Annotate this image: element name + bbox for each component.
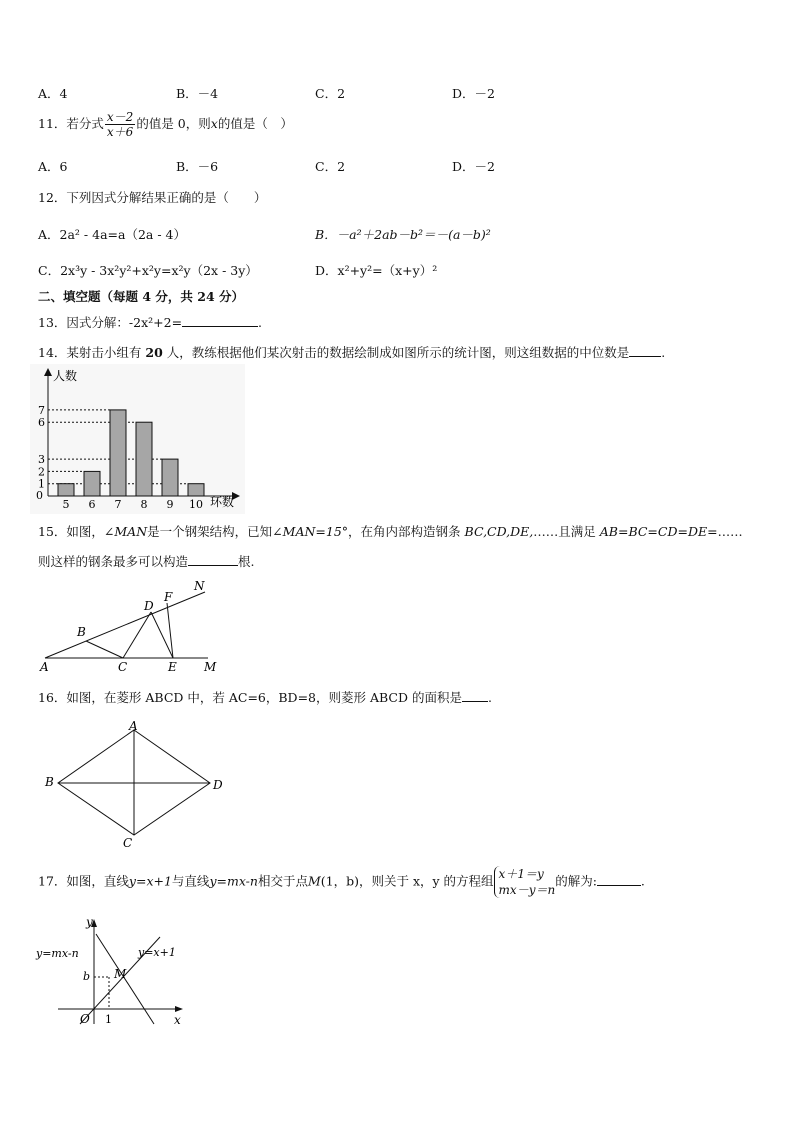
x-tick-label: 10 <box>189 498 203 511</box>
bar-cd <box>123 612 151 658</box>
bar-5 <box>58 484 74 496</box>
q11-option-a: A．6 <box>38 159 68 174</box>
q17-answer-blank <box>597 873 641 886</box>
q11-option-b: B．－6 <box>176 159 219 174</box>
q10-option-d: D．－2 <box>452 86 495 101</box>
q14-stem: 14．某射击小组有 20 人，教练根据他们某次射击的数据绘制成如图所示的统计图，则这组数据的中位数是 . <box>38 345 666 360</box>
line-label-mx: y=mx-n <box>36 947 79 960</box>
bar-bc <box>86 641 123 658</box>
bar-7 <box>110 410 126 496</box>
q16-answer-blank <box>462 689 488 702</box>
label-b: B <box>77 625 86 639</box>
ray-an <box>45 592 205 658</box>
y-tick-label: 7 <box>38 403 45 417</box>
q12-stem: 12．下列因式分解结果正确的是（ ） <box>38 190 267 205</box>
y-tick-label: 2 <box>38 465 45 479</box>
y-tick-label: 3 <box>38 453 45 467</box>
q11-stem: 11．若分式 $\frac{x-2}{x+6}$ 的值是 0，则x的值是（ ） <box>38 110 293 139</box>
bar-9 <box>162 459 178 496</box>
label-b: B <box>45 775 54 789</box>
q12-option-a: A．2a² - 4a=a（2a - 4） <box>38 227 186 242</box>
label-d: D <box>213 778 223 792</box>
q10-option-b: B．－4 <box>176 86 219 101</box>
q12-option-c: C．2x³y - 3x²y²+x²y=x²y（2x - 3y） <box>38 263 258 278</box>
x-axis-label: 环数 <box>210 495 235 509</box>
label-a: A <box>40 660 49 674</box>
label-m: M <box>204 660 217 674</box>
label-f: F <box>164 590 173 604</box>
tick-1-label: 1 <box>105 1013 112 1026</box>
q17-stem: 17．如图，直线y=x+1与直线y=mx-n相交于点M(1，b)，则关于 x，y 的方程组 x＋1＝y mx－y＝n 的解为: . <box>38 867 645 897</box>
label-d: D <box>144 599 154 613</box>
y-axis-label: y <box>86 915 93 929</box>
q13-stem: 13．因式分解：-2x²+2= . <box>38 315 263 330</box>
tick-b-label: b <box>83 970 91 983</box>
x-axis-label: x <box>174 1013 181 1027</box>
q16-rhombus-figure <box>40 718 240 853</box>
label-n: N <box>194 579 205 593</box>
bar-de <box>151 612 173 658</box>
x-axis-arrow-icon <box>175 1006 183 1012</box>
bar-8 <box>136 422 152 496</box>
x-tick-label: 6 <box>88 498 96 511</box>
q11-fraction: $\frac{x-2}{x+6}$ <box>106 110 134 139</box>
q12-option-d: D．x²+y²=（x+y）² <box>315 263 438 278</box>
q12-option-b: B．－a²＋2ab－b²＝－(a－b)² <box>315 227 491 242</box>
x-tick-label: 5 <box>62 498 70 511</box>
q10-option-a: A．4 <box>38 86 68 101</box>
y-tick-label: 6 <box>38 416 45 430</box>
label-c: C <box>123 836 133 850</box>
q11-option-d: D．－2 <box>452 159 495 174</box>
q16-stem: 16．如图，在菱形 ABCD 中，若 AC=6，BD=8，则菱形 ABCD 的面积是 . <box>38 690 492 705</box>
q14-answer-blank <box>629 344 661 357</box>
q15-stem-line2: 则这样的钢条最多可以构造 根. <box>38 554 255 569</box>
q13-answer-blank <box>182 314 258 327</box>
label-e: E <box>168 660 177 674</box>
x-tick-label: 8 <box>140 498 148 511</box>
q14-bar-chart <box>30 364 245 514</box>
bar-6 <box>84 471 100 496</box>
y-tick-label: 1 <box>38 477 45 491</box>
line-label-x1: y=x+1 <box>138 946 176 959</box>
point-m-label: M <box>114 967 127 981</box>
bar-10 <box>188 484 204 496</box>
y-axis-label: 人数 <box>53 369 78 383</box>
q10-option-c: C．2 <box>315 86 346 101</box>
origin-label: O <box>80 1012 90 1026</box>
q15-answer-blank <box>188 553 238 566</box>
label-a: A <box>129 719 138 733</box>
q17-graph <box>30 912 195 1037</box>
q15-figure <box>30 578 230 678</box>
origin-label: 0 <box>36 489 43 502</box>
section-heading: 二、填空题（每题 4 分，共 24 分） <box>38 289 245 304</box>
q11-option-c: C．2 <box>315 159 346 174</box>
x-tick-label: 9 <box>166 498 174 511</box>
q15-stem-line1: 15．如图，∠MAN是一个钢架结构，已知∠MAN=15°，在角内部构造钢条 BC,CD,DE,……且满足 AB=BC=CD=DE=…… <box>38 524 743 539</box>
label-c: C <box>118 660 128 674</box>
x-tick-label: 7 <box>114 498 122 511</box>
bar-ef <box>167 603 173 658</box>
q17-equation-system: x＋1＝y mx－y＝n <box>494 866 556 898</box>
